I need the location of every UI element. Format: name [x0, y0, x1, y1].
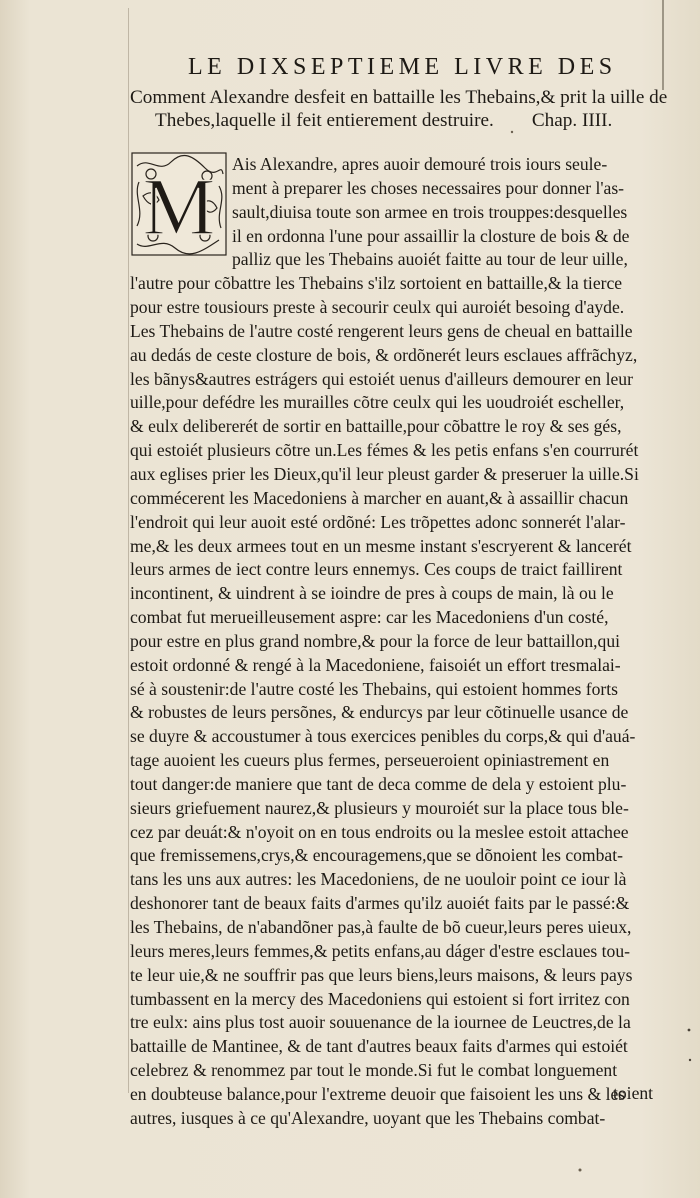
text-line: pour estre en plus grand nombre,& pour la force de leur battaillon,qui — [130, 630, 621, 651]
chapter-title-line-2-text: Thebes,laquelle il feit entierement destruire. — [155, 110, 494, 131]
text-line: autres, iusques à ce qu'Alexandre, uoyant que les Thebains combat- — [130, 1107, 606, 1128]
text-line: leurs meres,leurs femmes,& petits enfans,au dáger d'estre esclaues tou- — [130, 940, 631, 961]
text-line: me,& les deux armees tout en un mesme instant s'escryerent & lancerét — [130, 535, 632, 556]
text-line: te leur uie,& ne souffrir pas que leurs biens,leurs maisons, & leurs pays — [130, 964, 633, 985]
text-line: leurs armes de iect contre leurs ennemys. Ces coups de traict faillirent — [130, 559, 623, 580]
text-line: ment à preparer les choses necessaires pour donner l'as- — [232, 177, 625, 198]
text-line: l'endroit qui leur auoit esté ordõné: Les trõpettes adonc sonnerét l'alar- — [130, 511, 626, 532]
text-line: incontinent, & uindrent à se ioindre de pres à coups de main, là ou le — [130, 583, 614, 604]
text-line: & eulx delibererét de sortir en battaille,pour cõbattre le roy & ses gés, — [130, 416, 622, 437]
text-line: pour estre tousiours preste à secourir ceulx qui auroiét besoing d'ayde. — [130, 297, 625, 318]
text-line: combat fut merueilleusement aspre: car les Macedoniens d'un costé, — [130, 607, 609, 628]
text-line: il en ordonna l'une pour assaillir la closture de bois & de — [232, 225, 630, 246]
text-line: se duyre & accoustumer à tous exercices penibles du corps,& qui d'auá- — [130, 726, 636, 747]
text-line: tans les uns aux autres: les Macedoniens, de ne uouloir point ce iour là — [130, 869, 627, 890]
text-line: Ais Alexandre, apres auoir demouré trois iours seule- — [232, 154, 608, 174]
text-line: estoit ordonné & rengé à la Macedoniene, faisoiét un effort tresmalai- — [130, 654, 621, 675]
text-line: cez par deuát:& n'oyoit on en tous endroits ou la meslee estoit attachee — [130, 821, 629, 842]
text-line: deshonorer tant de beaux faits d'armes qu'ilz auoiét faits par le passé:& — [130, 893, 630, 914]
text-line: & robustes de leurs persõnes, & endurcys par leur cõtinuelle usance de — [130, 702, 629, 723]
text-line: sé à soustenir:de l'autre costé les Thebains, qui estoient hommes forts — [130, 678, 619, 699]
text-line: sieurs griefuement naurez,& plusieurs y mouroiét sur la place tous ble- — [130, 797, 629, 818]
text-line: l'autre pour cõbattre les Thebains s'ilz sortoient en battaille,& la tierce — [130, 273, 623, 294]
text-line: commécerent les Macedoniens à marcher en auant,& à assaillir chacun — [130, 487, 629, 508]
text-line: que fremissemens,crys,& encouragemens,que se dõnoient les combat- — [130, 845, 623, 866]
catchword: toient — [613, 1083, 654, 1103]
text-line: Les Thebains de l'autre costé rengerent leurs gens de cheual en battaille — [130, 320, 633, 341]
text-line: celebrez & renommez par tout le monde.Si fut le combat longuement — [130, 1060, 618, 1081]
text-line: tout danger:de maniere que tant de deca comme de dela y estoient plu- — [130, 773, 627, 794]
text-line: au dedás de ceste closture de bois, & ordõnerét leurs esclaues affrãchyz, — [130, 344, 638, 365]
chapter-title-line-1: Comment Alexandre desfeit en battaille les Thebains,& prit la uille de — [130, 87, 668, 108]
chapter-number: Chap. IIII. — [531, 110, 613, 131]
text-line: les bãnys&autres estrágers qui estoiét uenus d'ailleurs demourer en leur — [130, 368, 633, 389]
text-line: tumbassent en la mercy des Macedoniens qui estoient si fort irritez con — [130, 988, 630, 1009]
text-line: sault,diuisa toute son armee en trois trouppes:desquelles — [232, 201, 628, 222]
text-line: battaille de Mantinee, & de tant d'autres beaux faits d'armes qui estoiét — [130, 1036, 628, 1057]
text-line: aux eglises prier les Dieux,qu'il leur pleust garder & preseruer la uille.Si — [130, 463, 639, 484]
running-head: LE DIXSEPTIEME LIVRE DES — [188, 54, 617, 80]
text-line: qui estoiét plusieurs cõtre un.Les fémes & les petis enfans s'en courrurét — [130, 440, 639, 461]
svg-text:M: M — [142, 161, 216, 252]
text-line: palliz que les Thebains auoiét faitte au tour de leur uille, — [232, 249, 628, 270]
text-line: uille,pour defédre les murailles cõtre ceulx qui les uoudroiét escheller, — [130, 392, 625, 413]
text-line: en doubteuse balance,pour l'extreme deuoir que faisoient les uns & les — [130, 1083, 626, 1104]
text-line: tre eulx: ains plus tost auoir souuenance de la iournee de Leuctres,de la — [130, 1012, 631, 1033]
text-line: tage auoient les cueurs plus fermes, perseueroient opiniastrement en — [130, 750, 610, 771]
text-line: les Thebains, de n'abandõner pas,à faulte de bõ cueur,leurs peres uieux, — [130, 917, 632, 937]
